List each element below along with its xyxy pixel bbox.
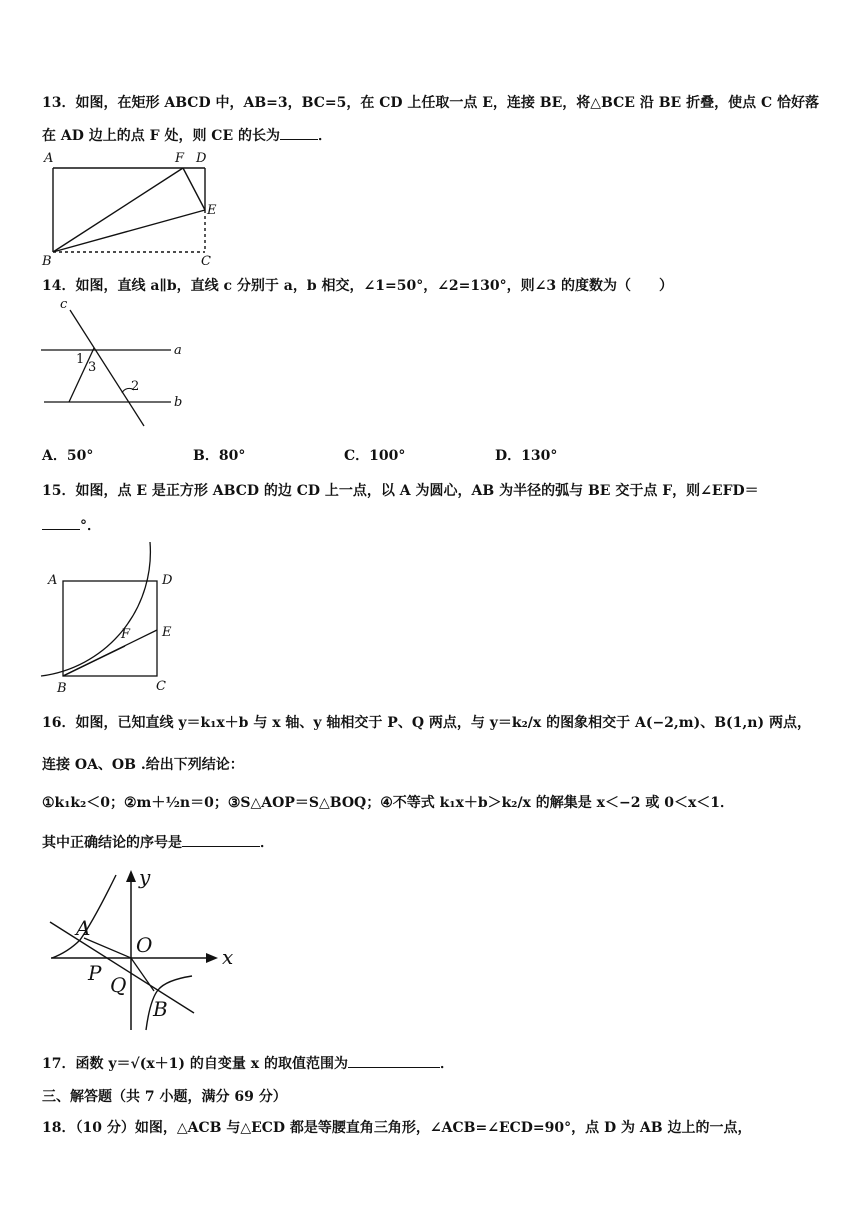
q16-end: ． — [260, 835, 274, 851]
angle-2-label: 2 — [131, 379, 140, 394]
q14-option-d[interactable]: D．130° — [495, 448, 558, 464]
label-C: C — [156, 679, 166, 694]
section-title: 三、解答题（共 7 小题，满分 69 分） — [42, 1089, 287, 1105]
label-A: A — [44, 151, 54, 166]
label-x: x — [222, 945, 234, 969]
q14-option-c[interactable]: C．100° — [344, 448, 406, 464]
answer-blank[interactable] — [182, 834, 260, 847]
angle-3-label: 3 — [88, 360, 97, 375]
label-A: A — [48, 573, 58, 588]
q17-end: ． — [440, 1056, 454, 1072]
label-c: c — [60, 297, 68, 312]
q14-text-line1: 14．如图，直线 a∥b，直线 c 分别于 a，b 相交，∠1=50°，∠2=130°，则∠3 的度数为（ ） — [42, 278, 673, 294]
label-b: b — [174, 395, 183, 410]
label-O: O — [136, 933, 153, 957]
q13-figure — [38, 148, 228, 268]
label-P: P — [88, 961, 102, 985]
answer-blank[interactable] — [280, 127, 318, 140]
q14-option-b[interactable]: B．80° — [193, 448, 246, 464]
label-D: D — [162, 573, 173, 588]
q15-end: °． — [80, 518, 101, 534]
q16-text: 其中正确结论的序号是 — [42, 835, 182, 851]
label-B: B — [42, 254, 52, 268]
q16-text-line1: 16．如图，已知直线 y＝k₁x＋b 与 x 轴、y 轴相交于 P、Q 两点，与 y＝k₂/x 的图象相交于 A(−2,m)、B(1,n) 两点， — [42, 715, 811, 731]
label-D: D — [196, 151, 207, 166]
q13-end: ． — [318, 128, 332, 144]
q15-text-line1: 15．如图，点 E 是正方形 ABCD 的边 CD 上一点，以 A 为圆心，AB 为半径的弧与 BE 交于点 F，则∠EFD＝ — [42, 483, 759, 499]
answer-blank[interactable] — [348, 1055, 440, 1068]
q14-option-a[interactable]: A．50° — [42, 448, 94, 464]
label-C: C — [201, 254, 211, 268]
q13-text: 在 AD 边上的点 F 处，则 CE 的长为 — [42, 128, 280, 144]
q16-text-line3: ①k₁k₂＜0；②m＋½n＝0；③S△AOP＝S△BOQ；④不等式 k₁x＋b＞k₂/x 的解集是 x＜−2 或 0＜x＜1． — [42, 795, 735, 811]
q16-figure — [46, 860, 246, 1035]
angle-1-label: 1 — [76, 352, 85, 367]
label-F: F — [175, 151, 185, 166]
label-B: B — [153, 997, 168, 1021]
label-a: a — [174, 343, 182, 358]
q15-text-line2 — [42, 515, 101, 535]
label-F: F — [121, 627, 131, 642]
q18-text-line1: 18．（10 分）如图，△ACB 与△ECD 都是等腰直角三角形，∠ACB=∠ECD=90°，点 D 为 AB 边上的一点， — [42, 1120, 752, 1136]
label-Q: Q — [110, 973, 127, 997]
q13-text-line2 — [42, 125, 332, 145]
label-A: A — [76, 916, 91, 940]
q14-figure — [36, 296, 196, 432]
q16-text-line4 — [42, 832, 274, 852]
q16-text-line2: 连接 OA、OB .给出下列结论： — [42, 757, 244, 773]
label-B: B — [57, 681, 67, 696]
label-E: E — [162, 625, 172, 640]
q15-figure — [38, 540, 188, 698]
q17-text-line1 — [42, 1053, 454, 1073]
q13-text-line1: 13．如图，在矩形 ABCD 中，AB=3，BC=5，在 CD 上任取一点 E，连接 BE，将△BCE 沿 BE 折叠，使点 C 恰好落 — [42, 95, 819, 111]
label-y: y — [139, 865, 151, 889]
label-E: E — [207, 203, 217, 218]
answer-blank[interactable] — [42, 517, 80, 530]
q17-text: 17．函数 y＝√(x＋1) 的自变量 x 的取值范围为 — [42, 1056, 348, 1072]
